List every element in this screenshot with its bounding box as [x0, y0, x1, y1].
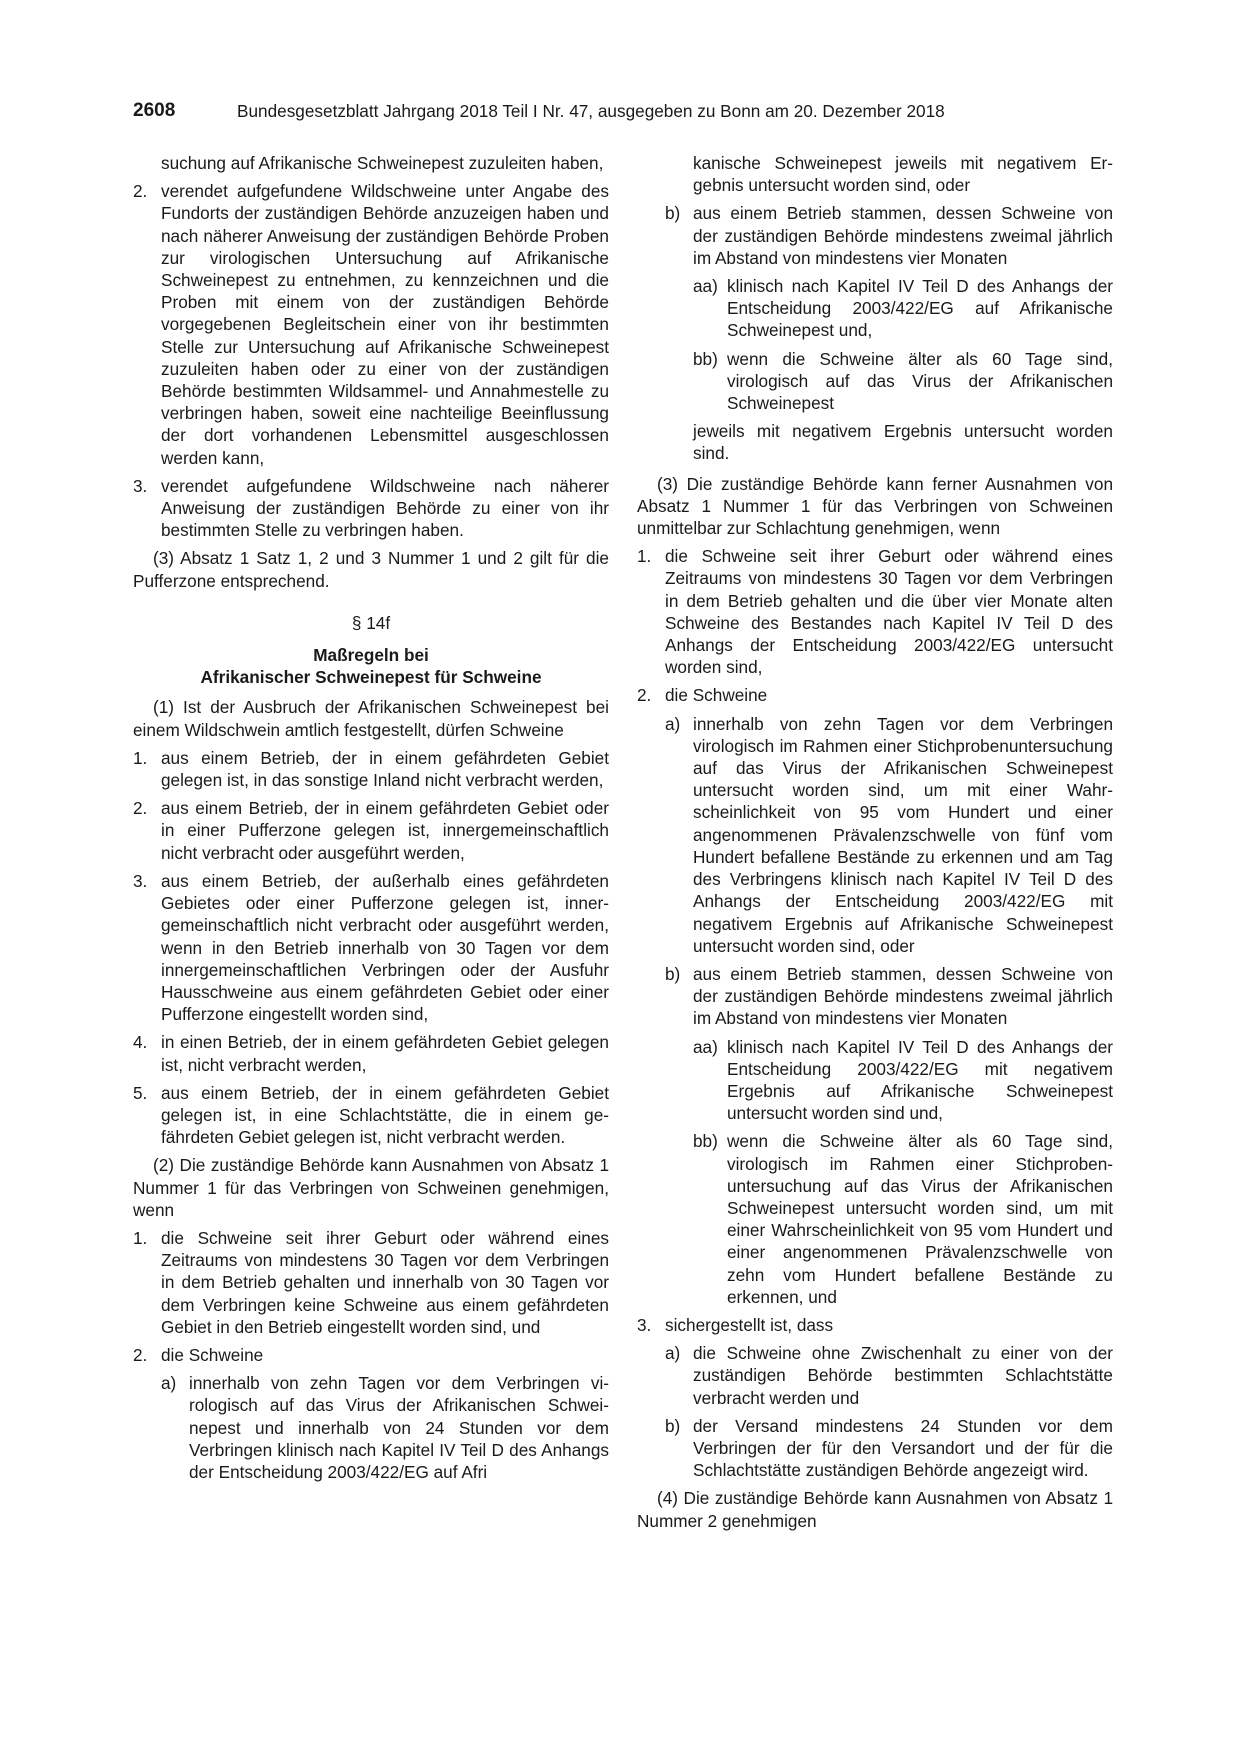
paragraph: (2) Die zuständige Behörde kann Ausnahmen von Absatz 1 Nummer 1 für das Verbringen von Schweinen genehmigen, wenn: [133, 1155, 609, 1220]
continued-text: suchung auf Afrikanische Schweinepest zuzuleiten haben,: [161, 153, 604, 173]
item-number: 2.: [133, 798, 148, 819]
sub-sub-item: [637, 1036, 1113, 1125]
item-number: 1.: [133, 1227, 148, 1248]
sub-sub-item-label: aa): [693, 276, 718, 297]
item-text: verendet aufgefundene Wildschweine unter Angabe des Fundorts der zuständigen Behörde anzuzeigen haben und nach näherer Anweisung der zuständigen Behörde Proben zur virologischen Untersuchung auf Afrikanische Schweinepest zu entnehmen, zu kennzeichnen und die Proben mit einem von der zuständigen Behörde vorgegebenen Begleitschein einer von ihr bestimmten Stelle zur Untersuchung auf Afrikanische Schweinepest zuzuleiten haben oder zu einer von der zuständigen Behörde bestimmten Wildsammel- und Annahmestelle zu verbringen haben, soweit eine nachteilige Beeinflussung der dort vorhandenen Lebensmittel ausgeschlossen werden kann,: [161, 181, 609, 468]
page-header: [133, 100, 1113, 126]
paragraph: (3) Absatz 1 Satz 1, 2 und 3 Nummer 1 und 2 gilt für die Pufferzone entsprechend.: [133, 548, 609, 591]
list-item: [133, 870, 609, 1025]
sub-item: [637, 202, 1113, 269]
list-item: [133, 797, 609, 864]
sub-sub-item: [637, 275, 1113, 342]
sub-item-text: innerhalb von zehn Tagen vor dem Verbringen virologisch im Rahmen einer Stichprobenuntersuchung auf das Virus der Afrikanischen Schweinepest untersucht worden sind, um mit einer Wahrscheinlichkeit von 95 vom Hundert und einer angenommenen Prävalenzschwelle von fünf vom Hundert befallene Bestände zu erkennen und am Tag des Verbringens klinisch nach Kapitel IV Teil D des Anhangs der Entscheidung 2003/422/EG mit negativem Ergebnis auf Afrikanische Schweinepest untersucht worden sind, oder: [693, 713, 1113, 956]
section-title: [133, 644, 609, 688]
item-text: aus einem Betrieb, der in einem gefährdeten Gebiet gelegen ist, in das sonstige Inland nicht verbracht werden,: [161, 747, 609, 791]
item-number: 2.: [637, 685, 652, 706]
item-text: die Schweine seit ihrer Geburt oder während eines Zeitraums von mindestens 30 Tagen vor dem Verbringen in dem Betrieb gehalten und die über vier Monate alten Schweine des Bestandes nach Kapitel IV Teil D des Anhangs der Entscheidung 2003/422/EG untersucht worden sind,: [665, 546, 1113, 678]
list-item: [637, 1314, 1113, 1336]
sub-item-letter: b): [665, 203, 681, 224]
item-text: die Schweine: [665, 685, 768, 706]
sub-sub-item-text: klinisch nach Kapitel IV Teil D des Anhangs der Entscheidung 2003/422/EG auf Afrikanische Schweinepest und,: [727, 276, 1113, 341]
paragraph: (3) Die zuständige Behörde kann ferner Ausnahmen von Absatz 1 Nummer 1 für das Verbringen von Schweinen unmittelbar zur Schlachtung genehmigen, wenn: [637, 473, 1113, 539]
sub-item-letter: a): [665, 713, 681, 734]
list-item: [133, 1082, 609, 1149]
sub-item: [637, 713, 1113, 957]
sub-sub-item-text: klinisch nach Kapitel IV Teil D des Anhangs der Entscheidung 2003/422/EG mit negativem Ergebnis auf Afrikanische Schweinepest untersucht worden sind und,: [727, 1036, 1113, 1124]
running-title: Bundesgesetzblatt Jahrgang 2018 Teil I Nr. 47, ausgegeben zu Bonn am 20. Dezember 2018: [237, 101, 945, 121]
closing-text: jeweils mit negativem Ergebnis untersucht worden sind.: [693, 421, 1113, 464]
sub-sub-item-text: wenn die Schweine älter als 60 Tage sind, virologisch auf das Virus der Afrikanischen Schweinepest: [727, 348, 1113, 414]
list-item: [133, 1227, 609, 1338]
list-item: [133, 475, 609, 542]
item-text: die Schweine seit ihrer Geburt oder während eines Zeitraums von mindestens 30 Tagen vor dem Verbringen in dem Betrieb gehalten und innerhalb von 30 Tagen vor dem Verbringen keine Schweine aus einem gefährdeten Gebiet in den Betrieb eingestellt worden sind, und: [161, 1227, 609, 1337]
item-text: aus einem Betrieb, der in einem gefährdeten Gebiet oder in einer Pufferzone gelegen ist, innergemeinschaftlich nicht verbracht oder ausgeführt werden,: [161, 798, 609, 863]
item-text: aus einem Betrieb, der außerhalb eines gefährdeten Gebietes oder einer Pufferzone gelegen ist, innergemeinschaftlich nicht verbracht oder ausgeführt werden, wenn in den Betrieb innerhalb von 30 Tagen vor dem innergemeinschaftlichen Verbringen oder der Ausfuhr Hausschweine aus einem gefährdeten Gebiet oder einer Pufferzone eingestellt worden sind,: [161, 870, 609, 1025]
sub-item: [637, 1342, 1113, 1409]
list-item: [133, 180, 609, 469]
list-item: [133, 1344, 609, 1366]
list-item: [133, 1031, 609, 1075]
sub-item-text: aus einem Betrieb stammen, dessen Schweine von der zuständigen Behörde mindestens zweimal jährlich im Abstand von mindestens vier Monaten: [693, 963, 1113, 1029]
item-number: 3.: [133, 870, 148, 891]
section-title-line: Maßregeln bei: [313, 645, 429, 666]
sub-sub-item-label: bb): [693, 1131, 718, 1152]
item-text: sichergestellt ist, dass: [665, 1314, 834, 1335]
page-number: 2608: [133, 100, 176, 121]
sub-item-text: die Schweine ohne Zwischenhalt zu einer von der zuständigen Behörde bestimmten Schlachtstätte verbracht werden und: [693, 1343, 1113, 1408]
right-column: [637, 152, 1113, 1532]
item-text: die Schweine: [161, 1344, 264, 1365]
item-text: aus einem Betrieb, der in einem gefährdeten Gebiet gelegen ist, in eine Schlachtstätte, die in einem gefährdeten Gebiet gelegen ist, nicht verbracht werden.: [161, 1082, 609, 1148]
sub-item-letter: b): [665, 1415, 681, 1436]
sub-item: [133, 1372, 609, 1483]
item-number: 2.: [133, 1344, 148, 1365]
sub-item-letter: a): [161, 1373, 177, 1394]
item-text: in einen Betrieb, der in einem gefährdeten Gebiet gelegen ist, nicht verbracht werden,: [161, 1032, 609, 1075]
paragraph: (1) Ist der Ausbruch der Afrikanischen Schweinepest bei einem Wildschwein amtlich festgestellt, dürfen Schweine: [133, 697, 609, 740]
list-item: [133, 747, 609, 791]
sub-sub-item: [637, 1130, 1113, 1308]
item-number: 4.: [133, 1032, 148, 1053]
list-item: [637, 684, 1113, 706]
continued-text: kanische Schweinepest jeweils mit negativem Ergebnis untersucht worden sind, oder: [693, 153, 1113, 196]
item-number: 2.: [133, 181, 148, 202]
list-item: [637, 545, 1113, 678]
sub-item-text: aus einem Betrieb stammen, dessen Schweine von der zuständigen Behörde mindestens zweimal jährlich im Abstand von mindestens vier Monaten: [693, 203, 1113, 268]
sub-item-letter: b): [665, 963, 681, 984]
sub-sub-item: [637, 348, 1113, 415]
sub-item: [637, 1415, 1113, 1482]
sub-item-letter: a): [665, 1343, 681, 1364]
sub-sub-item-label: aa): [693, 1036, 718, 1057]
paragraph: (4) Die zuständige Behörde kann Ausnahmen von Absatz 1 Nummer 2 genehmigen: [637, 1488, 1113, 1531]
item-number: 3.: [133, 475, 148, 496]
section-number: § 14f: [351, 612, 391, 633]
sub-sub-item-label: bb): [693, 348, 718, 369]
item-number: 1.: [133, 747, 148, 768]
sub-item-text: der Versand mindestens 24 Stunden vor dem Verbringen der für den Versandort und der für die Schlachtstätte zuständigen Behörde angezeigt wird.: [693, 1415, 1113, 1481]
item-text: verendet aufgefundene Wildschweine nach näherer Anweisung der zuständigen Behörde zu einer von ihr bestimmten Stelle zu verbringen haben.: [161, 475, 609, 541]
sub-item-text: innerhalb von zehn Tagen vor dem Verbringen virologisch auf das Virus der Afrikanischen Schweinepest und innerhalb von 24 Stunden vor dem Verbringen klinisch nach Kapitel IV Teil D des Anhangs der Entscheidung 2003/422/EG auf Afri: [189, 1373, 609, 1482]
section-title-line: Afrikanischer Schweinepest für Schweine: [200, 667, 542, 688]
sub-sub-item-text: wenn die Schweine älter als 60 Tage sind, virologisch im Rahmen einer Stichprobenuntersuchung auf das Virus der Afrikanischen Schweinepest untersucht worden sind, um mit einer Wahrscheinlichkeit von 95 vom Hundert und einer angenommenen Prävalenzschwelle von zehn vom Hundert befallene Bestände zu erkennen, und: [727, 1131, 1113, 1307]
left-column: [133, 152, 609, 1489]
sub-item: [637, 963, 1113, 1030]
item-number: 3.: [637, 1314, 652, 1335]
item-number: 5.: [133, 1082, 148, 1103]
item-number: 1.: [637, 546, 652, 567]
